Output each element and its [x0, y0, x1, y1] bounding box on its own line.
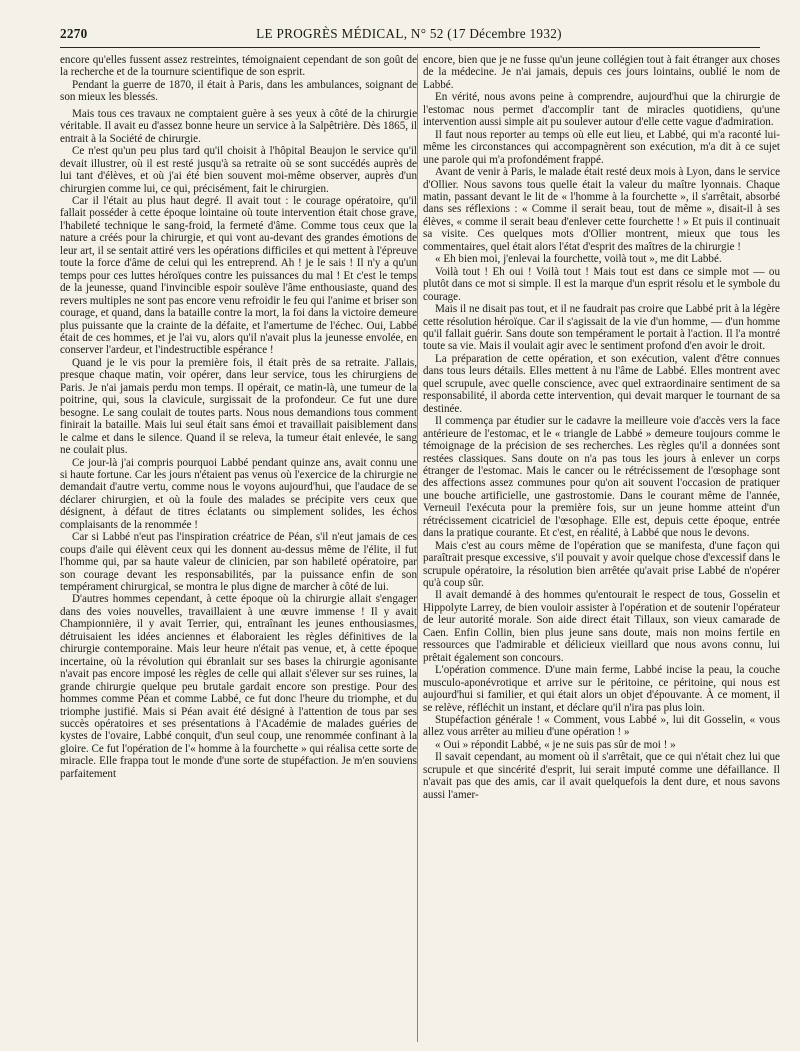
right-column — [423, 54, 780, 1044]
paragraph: D'autres hommes cependant, à cette époque où la chirurgie allait s'engager dans des voies nouvelles, travaillaient à une œuvre immense ! Il y avait Championnière, il y avait Terrier, qui, entraînant les jeunes enthousiasmes, détruisaient les idées anciennes et élaboraient les règles définitives de la chirurgie contemporaine. Mais leur heure n'était pas venue, et, à cette époque incertaine, où la révolution qui ébranlait sur ses bases la chirurgie agonisante n'avait pas encore imposé les règles de celle qui allait s'élever sur ses ruines, la grande chirurgie quelque peu brutale gardait encore son prestige. Pour des hommes comme Péan et comme Labbé, ce fut donc l'heure du triomphe, et du triomphe justifié. Mais si Péan avait été désigné à l'attention de tous par ses succès opératoires et ses présentations à l'Académie de malades guéries de kystes de l'ovaire, Labbé conquit, d'un seul coup, une renommée confinant à la gloire. Ce fut l'opération de l'« homme à la fourchette » qui réalisa cette sorte de miracle. Elle frappa tout le monde d'une sorte de stupéfaction. Je m'en souviens parfaitement — [60, 593, 417, 780]
paragraph: « Oui » répondit Labbé, « je ne suis pas sûr de moi ! » — [435, 738, 676, 751]
paragraph: Ce n'est qu'un peu plus tard qu'il choisit à l'hôpital Beaujon le service qu'il devait illustrer, où il est resté jusqu'à sa retraite où se sont succédés auprès de lui tant d'élèves, et où j'ai été bien souvent moi-même observer, auprès d'un chirurgien comme lui, ce qui, précisément, fait le chirurgien. — [60, 145, 417, 195]
paragraph: Il commença par étudier sur le cadavre la meilleure voie d'accès vers la face antérieure de l'estomac, et le « triangle de Labbé » demeure toujours comme le témoignage de la précision de ses recherches. Les règles qu'il a données sont restées classiques. Sans doute on n'a pas tous les jours à enlever un corps étranger de l'estomac. Mais le cancer ou le rétrécissement de l'œsophage sont des affections assez communes pour qu'on ait souvent l'occasion de pratiquer une bouche artificielle, une gastrostomie. Dans le courant même de l'année, Verneuil l'exécuta pour la première fois, sur un jeune homme atteint d'un rétrécissement cicatriciel de l'œsophage. Elle est, depuis cette époque, entrée dans la pratique courante. Et c'est, en réalité, à Labbé que nous le devons. — [423, 415, 780, 540]
paragraph: Mais il ne disait pas tout, et il ne faudrait pas croire que Labbé prit à la légère cette résolution héroïque. Car il s'agissait de la vie d'un homme, — d'un homme qu'il fallait guérir. Sans doute son tempérament le portait à l'action. Il l'a montré toute sa vie. Mais il voulait agir avec le sentiment profond d'en avoir le droit. — [423, 303, 780, 353]
page-header — [60, 22, 758, 44]
paragraph: Stupéfaction générale ! « Comment, vous Labbé », lui dit Gosselin, « vous allez vous arrêter au milieu d'une opération ! » — [423, 714, 780, 739]
paragraph: Ce jour-là j'ai compris pourquoi Labbé pendant quinze ans, avait connu une si haute fortune. Car les jours n'étaient pas venus où l'exercice de la chirurgie ne demandait d'autre vertu, comme nous le voyons aujourd'hui, que l'audace de se déclarer chirurgien, et où la foule des malades se précipite vers ceux que désignent, à défaut de titres éclatants ou simplement solides, les échos complaisants de la renommée ! — [60, 456, 417, 531]
page-number: 2270 — [60, 26, 88, 41]
paragraph: En vérité, nous avons peine à comprendre, aujourd'hui que la chirurgie de l'estomac nous permet d'accomplir tant de miracles quotidiens, qu'une intervention aussi simple ait pu soulever autour d'elle cette vague d'admiration. — [423, 91, 780, 129]
paragraph: L'opération commence. D'une main ferme, Labbé incise la peau, la couche musculo-aponévrotique et arrive sur le péritoine, ce péritoine, qui nous est aujourd'hui si familier, et qui était alors un objet d'épouvante. À ce moment, il se relève, réfléchit un instant, et déclare qu'il n'ira pas plus loin. — [423, 664, 780, 714]
paragraph: « Eh bien moi, j'enlevai la fourchette, voilà tout », me dit Labbé. — [435, 253, 722, 266]
left-column — [60, 54, 417, 1044]
paragraph: La préparation de cette opération, et son exécution, valent d'être connues dans tous leurs détails. Elles mettent à nu l'âme de Labbé. Elles montrent avec quel scrupule, avec quelle conscience, avec quel extraordinaire sentiment de sa responsabilité, il aborda cette intervention, qui devait marquer le tournant de sa destinée. — [423, 352, 780, 415]
header-rule — [60, 47, 760, 48]
running-title: LE PROGRÈS MÉDICAL, N° 52 (17 Décembre 1932) — [256, 26, 562, 41]
paragraph: encore qu'elles fussent assez restreintes, témoignaient cependant de son goût de la recherche et de la tournure scientifique de son esprit. — [60, 54, 417, 79]
paragraph: encore, bien que je ne fusse qu'un jeune collégien tout à fait étranger aux choses de la médecine. Je n'ai jamais, depuis ces jours lointains, oublié le nom de Labbé. — [423, 54, 780, 91]
paragraph: Il avait demandé à des hommes qu'entourait le respect de tous, Gosselin et Hippolyte Larrey, de bien vouloir assister à l'opération et de soutenir l'opérateur de leur autorité morale. Son aide direct était Tillaux, son vieux camarade de Caen. Enfin Collin, bien plus jeune sans doute, mais non moins fertile en ressources que l'admirable et délicieux vieillard que nous avons connu, lui prêtait également son concours. — [423, 589, 780, 664]
paragraph: Il faut nous reporter au temps où elle eut lieu, et Labbé, qui m'a raconté lui-même les circonstances qui accompagnèrent son exécution, m'a dit à ce sujet une parole qui m'a profondément frappé. — [423, 128, 780, 166]
paragraph: Quand je le vis pour la première fois, il était près de sa retraite. J'allais, presque chaque matin, voir opérer, dans leur service, tous les chirurgiens de Paris. Je n'ai jamais perdu mon temps. Il opérait, ce matin-là, une tumeur de la poitrine, qui, sous la clavicule, surgissait de la profondeur. Ce fut une dure besogne. Le sang coulait de toutes parts. Nous nous demandions tous comment finirait la bataille. Mais lui seul était sans émoi et travaillait paisiblement dans le calme et dans le silence. Quand il se releva, la tumeur était enlevée, le sang ne coulait plus. — [60, 356, 417, 457]
paragraph: Il savait cependant, au moment où il s'arrêtait, que ce qui n'était chez lui que scrupule et que sincérité d'esprit, lui serait imputé comme une défaillance. Il n'avait pas que des amis, car il avait quelquefois la dent dure, et nous savons aussi l'amer- — [423, 751, 780, 801]
column-divider — [417, 54, 418, 1042]
paragraph: Mais tous ces travaux ne comptaient guère à ses yeux à côté de la chirurgie véritable. Il avait eu d'assez bonne heure un service à la Salpêtrière. Dès 1865, il entrait à la Société de chirurgie. — [60, 107, 417, 145]
paragraph: Voilà tout ! Eh oui ! Voilà tout ! Mais tout est dans ce simple mot — ou plutôt dans ce mot si simple. Il est la marque d'un esprit résolu et le symbole du courage. — [423, 265, 780, 303]
paragraph: Mais c'est au cours même de l'opération que se manifesta, d'une façon qui paraîtrait presque excessive, s'il pouvait y avoir quelque chose d'excessif dans le scrupule opératoire, la résolution bien arrêtée qu'avait prise Labbé de n'opérer qu'à coup sûr. — [423, 539, 780, 590]
paragraph: Avant de venir à Paris, le malade était resté deux mois à Lyon, dans le service d'Ollier. Nous savons tous quelle était la valeur du maître lyonnais. Chaque matin, passant devant le lit de « l'homme à la fourchette », il s'arrêtait, absorbé dans ses réflexions : « Comme il serait beau, tout de même », disait-il à ses élèves, « comme il serait beau d'enlever cette fourchette ! » Et puis il continuait sa visite. Ces quelques mots d'Ollier montrent, mieux que tous les commentaires, quel était alors l'état d'esprit des maîtres de la chirurgie ! — [423, 166, 780, 253]
paragraph: Pendant la guerre de 1870, il était à Paris, dans les ambulances, soignant de son mieux les blessés. — [60, 78, 417, 104]
paragraph: Car si Labbé n'eut pas l'inspiration créatrice de Péan, s'il n'eut jamais de ces coups d'aile qui élèvent ceux qui les donnent au-dessus même de l'élite, il fut l'homme qui, par sa haute valeur de clinicien, par son habileté opératoire, par son courage devant les responsabilités, par la puissance enfin de son tempérament chirurgical, se montra le plus digne de marcher à côté de lui. — [60, 531, 417, 594]
paragraph: Car il l'était au plus haut degré. Il avait tout : le courage opératoire, qu'il fallait posséder à cette époque lointaine où toute intervention était chose grave, l'habileté technique le sang-froid, la fermeté d'âme. Comme tous ceux que la nature a créés pour la chirurgie, et qui vont au-devant des grandes émotions de leur art, il se sentait attiré vers les opérations difficiles et qui mettent à l'épreuve toute la force d'âme de celui qui les entreprend. Ah ! je le sais ! Il n'y a qu'un temps pour ces luttes héroïques contre les puissances du mal ! Et c'est le temps de la jeunesse, quand l'invincible espoir soulève l'âme enthousiaste, quand des revers multiples ne sont pas encore venu refroidir le feu qui l'anime et briser son courage, et quand, dans la bataille contre la mort, la foi dans la victoire demeure plus puissante que la crainte de la défaite, et l'amertume de l'échec. Oui, Labbé était de ces hommes, et je l'ai vu, alors qu'il n'avait plus la jeunesse envolée, en conserver l'ardeur, et l'indestructible espérance ! — [60, 194, 417, 357]
